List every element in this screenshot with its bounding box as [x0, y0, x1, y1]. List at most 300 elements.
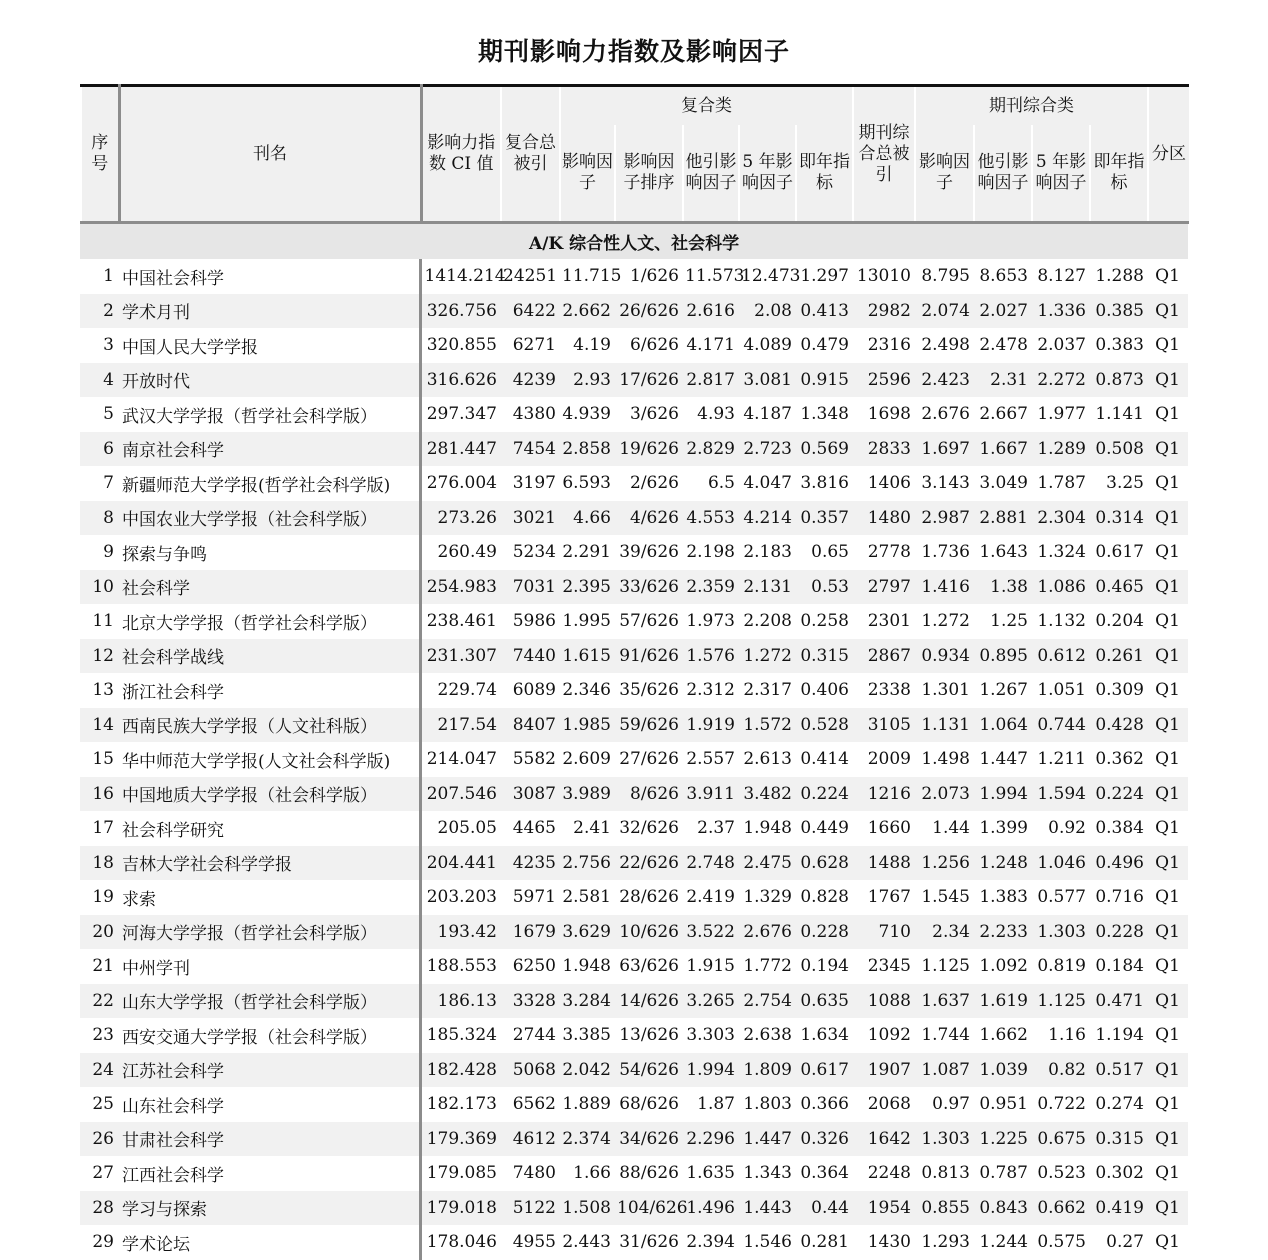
cell-no: 21: [92, 956, 114, 977]
cell-journal-total-cites: 710: [852, 915, 914, 950]
table-row: [80, 984, 1188, 1019]
cell-composite-5y-if: 2.723: [738, 432, 795, 467]
cell-journal-name: 求索: [118, 880, 420, 915]
cell-journal-name: 中国人民大学学报: [118, 328, 420, 363]
cell-composite-immediacy: 0.617: [795, 1053, 852, 1088]
cell-no: 24: [80, 1053, 118, 1088]
cell-quartile: Q1: [1147, 1122, 1188, 1157]
cell-journal-other-if: 1.38: [973, 570, 1031, 605]
cell-composite-immediacy: 0.228: [795, 915, 852, 950]
cell-composite-immediacy: 0.915: [795, 363, 852, 398]
cell-composite-if: 1.615: [559, 639, 614, 674]
cell-journal-5y-if: 1.289: [1031, 432, 1089, 467]
cell-no: 16: [80, 777, 118, 812]
cell-composite-other-if: 1.973: [686, 611, 735, 632]
cell-composite-other-if: 11.573: [685, 266, 745, 287]
cell-journal-if: 0.97: [932, 1094, 970, 1115]
cell-ci-value: 254.983: [420, 570, 500, 605]
cell-journal-immediacy: 0.471: [1089, 984, 1147, 1019]
cell-journal-if: 1.545: [921, 887, 970, 908]
cell-total-cites: 4612: [500, 1122, 559, 1157]
cell-composite-5y-if: 1.443: [738, 1191, 795, 1226]
cell-journal-other-if: 1.619: [973, 984, 1031, 1019]
cell-journal-name: 中州学刊: [118, 949, 420, 984]
cell-composite-5y-if: 1.329: [743, 887, 792, 908]
cell-composite-if: 1.995: [562, 611, 611, 632]
table-row: [80, 432, 1188, 467]
cell-no: 1: [103, 266, 114, 287]
cell-composite-immediacy: 0.315: [795, 639, 852, 674]
cell-total-cites: 4235: [500, 846, 559, 881]
cell-composite-if: 1.985: [559, 708, 614, 743]
cell-composite-other-if: 6.5: [707, 473, 735, 494]
cell-ci-value: 260.49: [437, 542, 497, 563]
cell-ci-value: 178.046: [426, 1232, 497, 1253]
cell-composite-other-if: 4.553: [682, 501, 738, 536]
cell-quartile: Q1: [1147, 501, 1188, 536]
cell-journal-total-cites: 2316: [867, 335, 911, 356]
table-row: [80, 811, 1188, 846]
cell-journal-immediacy: 0.873: [1089, 363, 1147, 398]
header-journal-if: 影响因子: [915, 125, 974, 223]
cell-composite-if: 3.629: [559, 915, 614, 950]
cell-journal-5y-if: 0.722: [1037, 1094, 1086, 1115]
table-row: [80, 742, 1188, 777]
cell-ci-value: 276.004: [426, 473, 497, 494]
cell-no: 3: [103, 335, 114, 356]
cell-ci-value: 326.756: [420, 294, 500, 329]
cell-journal-if: 1.303: [914, 1122, 973, 1157]
cell-composite-if-rank: 54/626: [614, 1053, 682, 1088]
cell-quartile: Q1: [1155, 1163, 1180, 1184]
cell-total-cites: 6089: [512, 680, 556, 701]
cell-composite-if: 2.443: [562, 1232, 611, 1253]
cell-journal-5y-if: 2.304: [1031, 501, 1089, 536]
cell-composite-5y-if: 2.08: [738, 294, 795, 329]
cell-journal-if: 0.934: [914, 639, 973, 674]
cell-journal-immediacy: 0.428: [1089, 708, 1147, 743]
cell-journal-if: 1.272: [921, 611, 970, 632]
cell-journal-other-if: 1.225: [973, 1122, 1031, 1157]
table-row: [80, 915, 1188, 950]
cell-composite-if-rank: 91/626: [614, 639, 682, 674]
cell-composite-if: 2.042: [559, 1053, 614, 1088]
cell-total-cites: 2744: [512, 1025, 556, 1046]
cell-ci-value: 281.447: [420, 432, 500, 467]
cell-journal-name: 河海大学学报（哲学社会科学版）: [118, 915, 420, 950]
header-composite-5y-if: 5 年影响因子: [739, 125, 796, 223]
cell-composite-other-if: 2.296: [682, 1122, 738, 1157]
cell-journal-5y-if: 1.303: [1031, 915, 1089, 950]
cell-composite-other-if: 4.171: [686, 335, 735, 356]
cell-journal-immediacy: 0.224: [1089, 777, 1147, 812]
cell-composite-5y-if: 1.546: [743, 1232, 792, 1253]
cell-composite-immediacy: 0.569: [795, 432, 852, 467]
cell-no: 27: [92, 1163, 114, 1184]
cell-composite-5y-if: 2.317: [743, 680, 792, 701]
cell-composite-if: 2.756: [559, 846, 614, 881]
cell-journal-if: 2.074: [914, 294, 973, 329]
page-title: 期刊影响力指数及影响因子: [477, 37, 790, 66]
cell-journal-other-if: 0.895: [973, 639, 1031, 674]
cell-composite-other-if: 2.312: [686, 680, 735, 701]
cell-journal-total-cites: 2345: [867, 956, 911, 977]
header-total-cites: 复合总被引: [501, 86, 560, 223]
cell-journal-total-cites: 2248: [867, 1163, 911, 1184]
cell-composite-immediacy: 0.44: [795, 1191, 852, 1226]
cell-composite-if: 4.939: [562, 404, 611, 425]
cell-journal-name: 浙江社会科学: [118, 673, 420, 708]
cell-journal-if: 1.125: [921, 956, 970, 977]
cell-total-cites: 7454: [500, 432, 559, 467]
cell-journal-immediacy: 3.25: [1106, 473, 1144, 494]
cell-journal-name: 西安交通大学学报（社会科学版）: [118, 1018, 420, 1053]
cell-composite-immediacy: 0.194: [800, 956, 849, 977]
header-ci-value: 影响力指数 CI 值: [421, 86, 501, 223]
cell-quartile: Q1: [1155, 956, 1180, 977]
cell-total-cites: 6271: [512, 335, 556, 356]
cell-journal-5y-if: 1.132: [1037, 611, 1086, 632]
cell-journal-if: 1.087: [914, 1053, 973, 1088]
cell-journal-if: 3.143: [921, 473, 970, 494]
cell-ci-value: 273.26: [420, 501, 500, 536]
cell-composite-if: 1.889: [562, 1094, 611, 1115]
cell-journal-total-cites: 1907: [852, 1053, 914, 1088]
cell-quartile: Q1: [1155, 818, 1180, 839]
cell-ci-value: 179.018: [420, 1191, 500, 1226]
cell-journal-immediacy: 0.362: [1095, 749, 1144, 770]
cell-quartile: Q1: [1147, 777, 1188, 812]
cell-quartile: Q1: [1155, 1025, 1180, 1046]
cell-no: 4: [80, 363, 118, 398]
cell-quartile: Q1: [1147, 639, 1188, 674]
table-row: [80, 328, 1188, 363]
cell-composite-if: 2.41: [573, 818, 611, 839]
cell-total-cites: 3197: [512, 473, 556, 494]
cell-journal-immediacy: 0.496: [1089, 846, 1147, 881]
table-row: [80, 363, 1188, 398]
table-row: [80, 604, 1188, 639]
cell-composite-other-if: 2.817: [682, 363, 738, 398]
cell-total-cites: 5122: [500, 1191, 559, 1226]
header-journal-5y-if: 5 年影响因子: [1032, 125, 1090, 223]
cell-composite-if-rank: 19/626: [614, 432, 682, 467]
cell-journal-other-if: 2.027: [973, 294, 1031, 329]
cell-composite-if: 2.291: [562, 542, 611, 563]
cell-ci-value: 193.42: [420, 915, 500, 950]
header-quartile: 分区: [1148, 86, 1189, 223]
cell-journal-if: 1.744: [921, 1025, 970, 1046]
cell-journal-total-cites: 1480: [852, 501, 914, 536]
cell-journal-if: 1.256: [914, 846, 973, 881]
cell-journal-other-if: 8.653: [979, 266, 1028, 287]
cell-total-cites: 3087: [500, 777, 559, 812]
cell-total-cites: 24251: [503, 266, 558, 287]
cell-composite-immediacy: 0.224: [795, 777, 852, 812]
cell-quartile: Q1: [1155, 542, 1180, 563]
table-row: [80, 673, 1188, 708]
cell-total-cites: 7440: [500, 639, 559, 674]
cell-composite-if-rank: 14/626: [614, 984, 682, 1019]
cell-quartile: Q1: [1147, 570, 1188, 605]
cell-journal-5y-if: 1.787: [1037, 473, 1086, 494]
cell-journal-name: 南京社会科学: [118, 432, 420, 467]
cell-journal-immediacy: 0.261: [1089, 639, 1147, 674]
cell-quartile: Q1: [1147, 1191, 1188, 1226]
cell-composite-5y-if: 2.676: [738, 915, 795, 950]
cell-ci-value: 185.324: [426, 1025, 497, 1046]
cell-journal-total-cites: 1488: [852, 846, 914, 881]
cell-composite-if: 2.581: [562, 887, 611, 908]
cell-journal-other-if: 1.447: [979, 749, 1028, 770]
cell-no: 29: [92, 1232, 114, 1253]
cell-journal-immediacy: 0.383: [1095, 335, 1144, 356]
cell-composite-if: 2.395: [559, 570, 614, 605]
cell-journal-if: 1.697: [914, 432, 973, 467]
cell-composite-if: 2.609: [562, 749, 611, 770]
cell-journal-total-cites: 2338: [867, 680, 911, 701]
cell-journal-total-cites: 1660: [867, 818, 911, 839]
cell-journal-other-if: 1.667: [973, 432, 1031, 467]
cell-composite-if-rank: 31/626: [619, 1232, 679, 1253]
cell-composite-other-if: 1.994: [682, 1053, 738, 1088]
cell-journal-immediacy: 0.27: [1106, 1232, 1144, 1253]
cell-quartile: Q1: [1147, 915, 1188, 950]
cell-composite-other-if: 2.359: [682, 570, 738, 605]
cell-journal-other-if: 3.049: [979, 473, 1028, 494]
cell-quartile: Q1: [1147, 1053, 1188, 1088]
cell-composite-other-if: 1.576: [682, 639, 738, 674]
cell-journal-5y-if: 0.744: [1031, 708, 1089, 743]
cell-journal-name: 社会科学战线: [118, 639, 420, 674]
cell-total-cites: 7480: [512, 1163, 556, 1184]
table-row: [80, 570, 1188, 605]
cell-journal-if: 1.498: [921, 749, 970, 770]
cell-no: 6: [80, 432, 118, 467]
table-row: [80, 1156, 1188, 1191]
cell-journal-total-cites: 2596: [852, 363, 914, 398]
table-row: [80, 501, 1188, 536]
cell-composite-if: 3.989: [559, 777, 614, 812]
cell-journal-total-cites: 2009: [867, 749, 911, 770]
cell-no: 25: [92, 1094, 114, 1115]
cell-journal-other-if: 1.039: [973, 1053, 1031, 1088]
cell-journal-5y-if: 8.127: [1037, 266, 1086, 287]
cell-quartile: Q1: [1147, 846, 1188, 881]
cell-no: 2: [80, 294, 118, 329]
cell-composite-5y-if: 1.948: [743, 818, 792, 839]
cell-total-cites: 3021: [500, 501, 559, 536]
cell-total-cites: 5971: [512, 887, 556, 908]
cell-composite-immediacy: 0.281: [800, 1232, 849, 1253]
cell-journal-total-cites: 3105: [852, 708, 914, 743]
cell-ci-value: 217.54: [420, 708, 500, 743]
table-row: [80, 466, 1188, 501]
table-row: [80, 535, 1188, 570]
cell-journal-other-if: 1.643: [979, 542, 1028, 563]
cell-no: 17: [92, 818, 114, 839]
cell-quartile: Q1: [1147, 432, 1188, 467]
table-row: [80, 294, 1188, 329]
cell-journal-5y-if: 1.051: [1037, 680, 1086, 701]
cell-journal-5y-if: 0.92: [1048, 818, 1086, 839]
cell-no: 13: [92, 680, 114, 701]
cell-journal-other-if: 0.843: [973, 1191, 1031, 1226]
cell-journal-5y-if: 1.16: [1048, 1025, 1086, 1046]
cell-composite-5y-if: 1.572: [738, 708, 795, 743]
cell-composite-5y-if: 4.187: [743, 404, 792, 425]
cell-journal-total-cites: 1088: [852, 984, 914, 1019]
cell-ci-value: 297.347: [426, 404, 497, 425]
cell-composite-if: 3.284: [559, 984, 614, 1019]
cell-quartile: Q1: [1147, 294, 1188, 329]
cell-composite-if-rank: 1/626: [630, 266, 679, 287]
cell-total-cites: 4465: [512, 818, 556, 839]
cell-journal-5y-if: 0.662: [1031, 1191, 1089, 1226]
cell-composite-immediacy: 0.828: [800, 887, 849, 908]
table-body: [80, 224, 1188, 1260]
cell-composite-if: 2.858: [559, 432, 614, 467]
cell-journal-name: 学术论坛: [118, 1225, 420, 1260]
cell-journal-immediacy: 0.517: [1089, 1053, 1147, 1088]
cell-ci-value: 214.047: [426, 749, 497, 770]
cell-composite-immediacy: 1.634: [800, 1025, 849, 1046]
cell-journal-total-cites: 2797: [852, 570, 914, 605]
cell-journal-immediacy: 1.141: [1095, 404, 1144, 425]
cell-no: 22: [80, 984, 118, 1019]
header-no: 序号: [81, 86, 119, 223]
cell-journal-name: 山东社会科学: [118, 1087, 420, 1122]
cell-quartile: Q1: [1155, 611, 1180, 632]
cell-composite-5y-if: 2.131: [738, 570, 795, 605]
header-composite-if: 影响因子: [560, 125, 615, 223]
header-journal-group: 期刊综合类: [915, 86, 1148, 126]
cell-composite-5y-if: 2.754: [738, 984, 795, 1019]
cell-no: 20: [80, 915, 118, 950]
cell-composite-if-rank: 4/626: [614, 501, 682, 536]
cell-composite-if-rank: 34/626: [614, 1122, 682, 1157]
cell-composite-immediacy: 0.364: [800, 1163, 849, 1184]
cell-journal-5y-if: 1.211: [1037, 749, 1086, 770]
cell-composite-immediacy: 0.628: [795, 846, 852, 881]
cell-no: 9: [103, 542, 114, 563]
cell-total-cites: 6250: [512, 956, 556, 977]
cell-journal-total-cites: 2982: [852, 294, 914, 329]
cell-journal-immediacy: 0.309: [1095, 680, 1144, 701]
cell-journal-name: 甘肃社会科学: [118, 1122, 420, 1157]
cell-journal-if: 1.301: [921, 680, 970, 701]
cell-journal-if: 1.131: [914, 708, 973, 743]
cell-quartile: Q1: [1155, 266, 1180, 287]
cell-composite-other-if: 2.616: [682, 294, 738, 329]
cell-composite-other-if: 1.496: [682, 1191, 738, 1226]
cell-journal-name: 江苏社会科学: [118, 1053, 420, 1088]
cell-journal-5y-if: 1.086: [1031, 570, 1089, 605]
cell-journal-other-if: 2.233: [973, 915, 1031, 950]
table-row: [80, 259, 1188, 294]
cell-journal-other-if: 1.25: [990, 611, 1028, 632]
cell-quartile: Q1: [1147, 363, 1188, 398]
cell-journal-other-if: 1.267: [979, 680, 1028, 701]
cell-total-cites: 7031: [500, 570, 559, 605]
cell-journal-immediacy: 0.315: [1089, 1122, 1147, 1157]
cell-composite-immediacy: 0.53: [795, 570, 852, 605]
cell-composite-if: 2.662: [559, 294, 614, 329]
cell-composite-if-rank: 3/626: [630, 404, 679, 425]
cell-no: 28: [80, 1191, 118, 1226]
cell-composite-5y-if: 2.475: [738, 846, 795, 881]
cell-journal-immediacy: 0.508: [1089, 432, 1147, 467]
cell-journal-name: 开放时代: [118, 363, 420, 398]
cell-composite-other-if: 1.915: [686, 956, 735, 977]
table-row: [80, 1018, 1188, 1053]
cell-ci-value: 205.05: [437, 818, 497, 839]
table-row: [80, 1191, 1188, 1226]
cell-composite-immediacy: 0.479: [800, 335, 849, 356]
cell-journal-other-if: 1.383: [979, 887, 1028, 908]
cell-composite-other-if: 2.37: [697, 818, 735, 839]
cell-composite-if-rank: 68/626: [619, 1094, 679, 1115]
table-row: [80, 949, 1188, 984]
cell-journal-5y-if: 1.594: [1031, 777, 1089, 812]
cell-journal-other-if: 1.064: [973, 708, 1031, 743]
cell-composite-other-if: 2.419: [686, 887, 735, 908]
cell-journal-name: 华中师范大学学报(人文社会科学版): [118, 742, 420, 777]
cell-composite-5y-if: 1.343: [743, 1163, 792, 1184]
cell-journal-name: 中国地质大学学报（社会科学版）: [118, 777, 420, 812]
cell-composite-immediacy: 0.357: [795, 501, 852, 536]
cell-journal-immediacy: 0.204: [1095, 611, 1144, 632]
table-row: [80, 1053, 1188, 1088]
cell-journal-other-if: 1.662: [979, 1025, 1028, 1046]
cell-journal-other-if: 1.248: [973, 846, 1031, 881]
cell-quartile: Q1: [1155, 335, 1180, 356]
cell-journal-name: 北京大学学报（哲学社会科学版）: [118, 604, 420, 639]
cell-ci-value: 182.173: [426, 1094, 497, 1115]
cell-composite-5y-if: 1.272: [738, 639, 795, 674]
cell-composite-if-rank: 10/626: [614, 915, 682, 950]
cell-journal-immediacy: 1.194: [1095, 1025, 1144, 1046]
cell-composite-if-rank: 6/626: [630, 335, 679, 356]
cell-journal-immediacy: 0.314: [1089, 501, 1147, 536]
cell-ci-value: 238.461: [426, 611, 497, 632]
cell-no: 8: [80, 501, 118, 536]
table-header: [80, 84, 1189, 224]
cell-composite-other-if: 2.829: [682, 432, 738, 467]
cell-composite-if-rank: 59/626: [614, 708, 682, 743]
cell-journal-if: 0.855: [914, 1191, 973, 1226]
cell-journal-total-cites: 2301: [867, 611, 911, 632]
cell-composite-immediacy: 0.406: [800, 680, 849, 701]
cell-journal-immediacy: 0.465: [1089, 570, 1147, 605]
cell-journal-immediacy: 0.184: [1095, 956, 1144, 977]
cell-journal-total-cites: 2833: [852, 432, 914, 467]
cell-no: 18: [80, 846, 118, 881]
cell-no: 14: [80, 708, 118, 743]
cell-composite-immediacy: 0.414: [800, 749, 849, 770]
cell-journal-5y-if: 2.272: [1031, 363, 1089, 398]
cell-composite-if: 2.374: [559, 1122, 614, 1157]
cell-quartile: Q1: [1155, 680, 1180, 701]
cell-composite-other-if: 1.635: [686, 1163, 735, 1184]
cell-journal-other-if: 1.092: [979, 956, 1028, 977]
cell-total-cites: 6562: [512, 1094, 556, 1115]
cell-journal-5y-if: 1.125: [1031, 984, 1089, 1019]
cell-composite-if-rank: 27/626: [619, 749, 679, 770]
cell-no: 19: [92, 887, 114, 908]
cell-composite-other-if: 2.748: [682, 846, 738, 881]
cell-journal-total-cites: 1216: [852, 777, 914, 812]
